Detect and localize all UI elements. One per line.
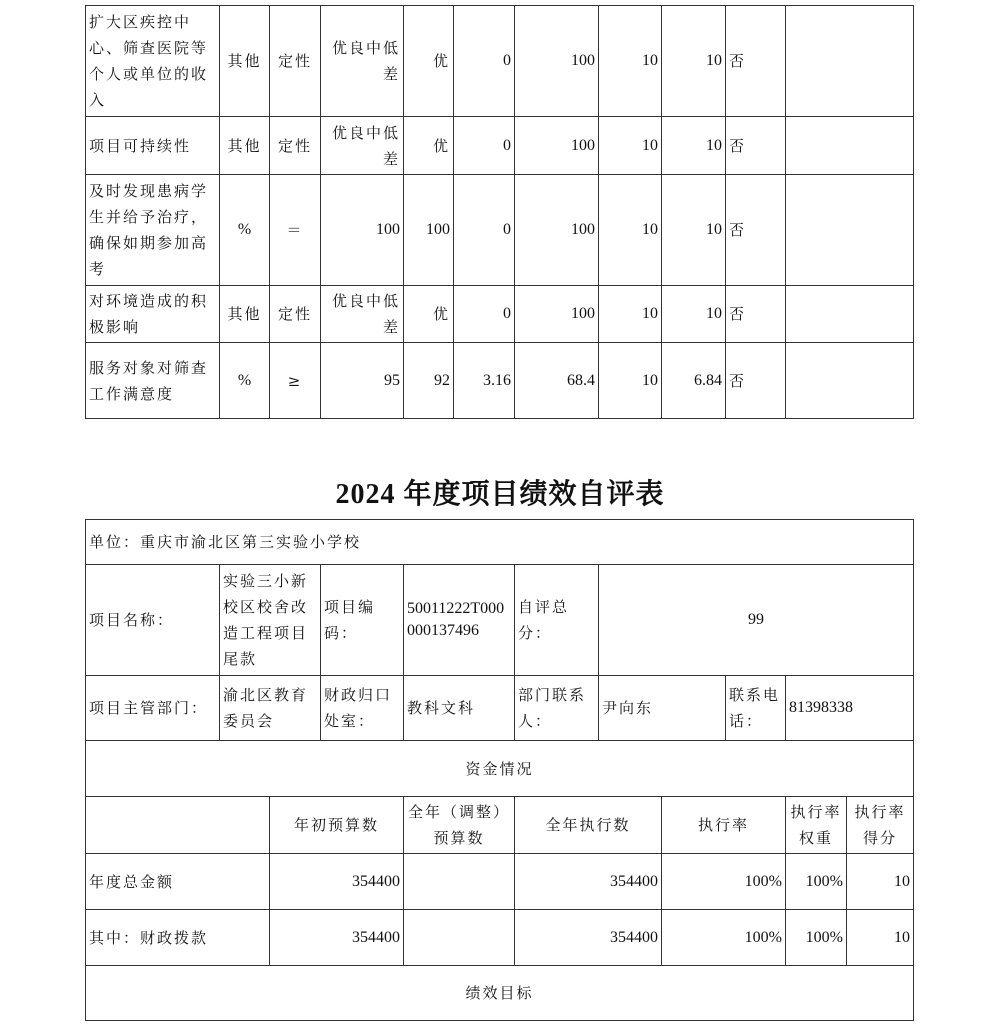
self-score-label: 自评总分： <box>514 564 599 676</box>
indicator-completion: 100 <box>514 174 599 286</box>
indicator-completion: 100 <box>514 285 599 343</box>
indicator-unit: 其他 <box>219 116 270 175</box>
funds-executed: 354400 <box>514 853 662 910</box>
indicator-unit: % <box>219 174 270 286</box>
funds-score: 10 <box>846 853 914 910</box>
indicator-actual: 优 <box>403 285 454 343</box>
indicator-deduct: 否 <box>725 174 786 286</box>
indicator-note <box>785 285 914 343</box>
indicator-note <box>785 342 914 419</box>
self-score: 99 <box>598 564 914 676</box>
form-title: 2024 年度项目绩效自评表 <box>335 479 665 510</box>
indicator-deduct: 否 <box>725 285 786 343</box>
indicator-score: 6.84 <box>661 342 726 419</box>
indicator-deviation: 0 <box>453 174 515 286</box>
finance-office: 教科文科 <box>403 675 515 741</box>
indicator-note <box>785 5 914 117</box>
indicator-name: 及时发现患病学生并给予治疗，确保如期参加高考 <box>85 174 220 286</box>
indicator-unit: 其他 <box>219 5 270 117</box>
indicator-weight: 10 <box>598 5 662 117</box>
indicator-nature: ＝ <box>269 174 321 286</box>
finance-office-label: 财政归口处室： <box>320 675 404 741</box>
indicator-actual: 100 <box>403 174 454 286</box>
indicator-nature: 定性 <box>269 116 321 175</box>
indicator-weight: 10 <box>598 174 662 286</box>
indicator-target: 优良中低差 <box>320 116 404 175</box>
funds-header-score: 执行率得分 <box>846 796 914 854</box>
indicator-unit: 其他 <box>219 285 270 343</box>
funds-rate: 100% <box>661 909 786 966</box>
indicator-note <box>785 174 914 286</box>
indicator-nature: 定性 <box>269 5 321 117</box>
funds-rate: 100% <box>661 853 786 910</box>
funds-header-executed: 全年执行数 <box>514 796 662 854</box>
indicator-note <box>785 116 914 175</box>
indicator-actual: 优 <box>403 5 454 117</box>
indicator-nature: 定性 <box>269 285 321 343</box>
indicator-target: 优良中低差 <box>320 5 404 117</box>
project-name-label: 项目名称： <box>85 564 220 676</box>
indicator-nature: ≥ <box>269 342 321 419</box>
indicator-completion: 68.4 <box>514 342 599 419</box>
indicator-deduct: 否 <box>725 5 786 117</box>
indicator-target: 100 <box>320 174 404 286</box>
indicator-name: 扩大区疾控中心、筛查医院等个人或单位的收入 <box>85 5 220 117</box>
indicator-score: 10 <box>661 5 726 117</box>
funds-weight: 100% <box>785 853 847 910</box>
indicator-actual: 92 <box>403 342 454 419</box>
unit-line: 单位：重庆市渝北区第三实验小学校 <box>85 519 914 565</box>
goals-section-header: 绩效目标 <box>85 965 914 1021</box>
indicator-score: 10 <box>661 174 726 286</box>
funds-header-weight: 执行率权重 <box>785 796 847 854</box>
indicator-deduct: 否 <box>725 342 786 419</box>
funds-weight: 100% <box>785 909 847 966</box>
contact-label: 部门联系人： <box>514 675 599 741</box>
indicator-weight: 10 <box>598 285 662 343</box>
indicator-weight: 10 <box>598 342 662 419</box>
indicator-unit: % <box>219 342 270 419</box>
project-name: 实验三小新校区校舍改造工程项目尾款 <box>219 564 321 676</box>
funds-header-blank <box>85 796 270 854</box>
indicator-name: 对环境造成的积极影响 <box>85 285 220 343</box>
indicator-deduct: 否 <box>725 116 786 175</box>
funds-initial: 354400 <box>269 853 404 910</box>
funds-adjusted <box>403 853 515 910</box>
phone-label: 联系电话： <box>725 675 786 741</box>
project-code: 50011222T000000137496 <box>403 564 515 676</box>
funds-header-adjusted: 全年（调整）预算数 <box>403 796 515 854</box>
indicator-deviation: 0 <box>453 116 515 175</box>
indicator-deviation: 0 <box>453 5 515 117</box>
funds-adjusted <box>403 909 515 966</box>
indicator-score: 10 <box>661 285 726 343</box>
dept: 渝北区教育委员会 <box>219 675 321 741</box>
indicator-completion: 100 <box>514 116 599 175</box>
funds-row-label: 其中：财政拨款 <box>85 909 270 966</box>
funds-score: 10 <box>846 909 914 966</box>
indicator-score: 10 <box>661 116 726 175</box>
indicator-completion: 100 <box>514 5 599 117</box>
funds-header-initial: 年初预算数 <box>269 796 404 854</box>
indicator-actual: 优 <box>403 116 454 175</box>
funds-header-rate: 执行率 <box>661 796 786 854</box>
indicator-deviation: 3.16 <box>453 342 515 419</box>
contact: 尹向东 <box>598 675 726 741</box>
funds-section-header: 资金情况 <box>85 740 914 797</box>
indicator-deviation: 0 <box>453 285 515 343</box>
phone: 81398338 <box>785 675 914 741</box>
dept-label: 项目主管部门： <box>85 675 220 741</box>
indicator-target: 95 <box>320 342 404 419</box>
indicator-weight: 10 <box>598 116 662 175</box>
funds-initial: 354400 <box>269 909 404 966</box>
funds-executed: 354400 <box>514 909 662 966</box>
funds-row-label: 年度总金额 <box>85 853 270 910</box>
indicator-name: 服务对象对筛查工作满意度 <box>85 342 220 419</box>
indicator-target: 优良中低差 <box>320 285 404 343</box>
indicator-name: 项目可持续性 <box>85 116 220 175</box>
project-code-label: 项目编码： <box>320 564 404 676</box>
